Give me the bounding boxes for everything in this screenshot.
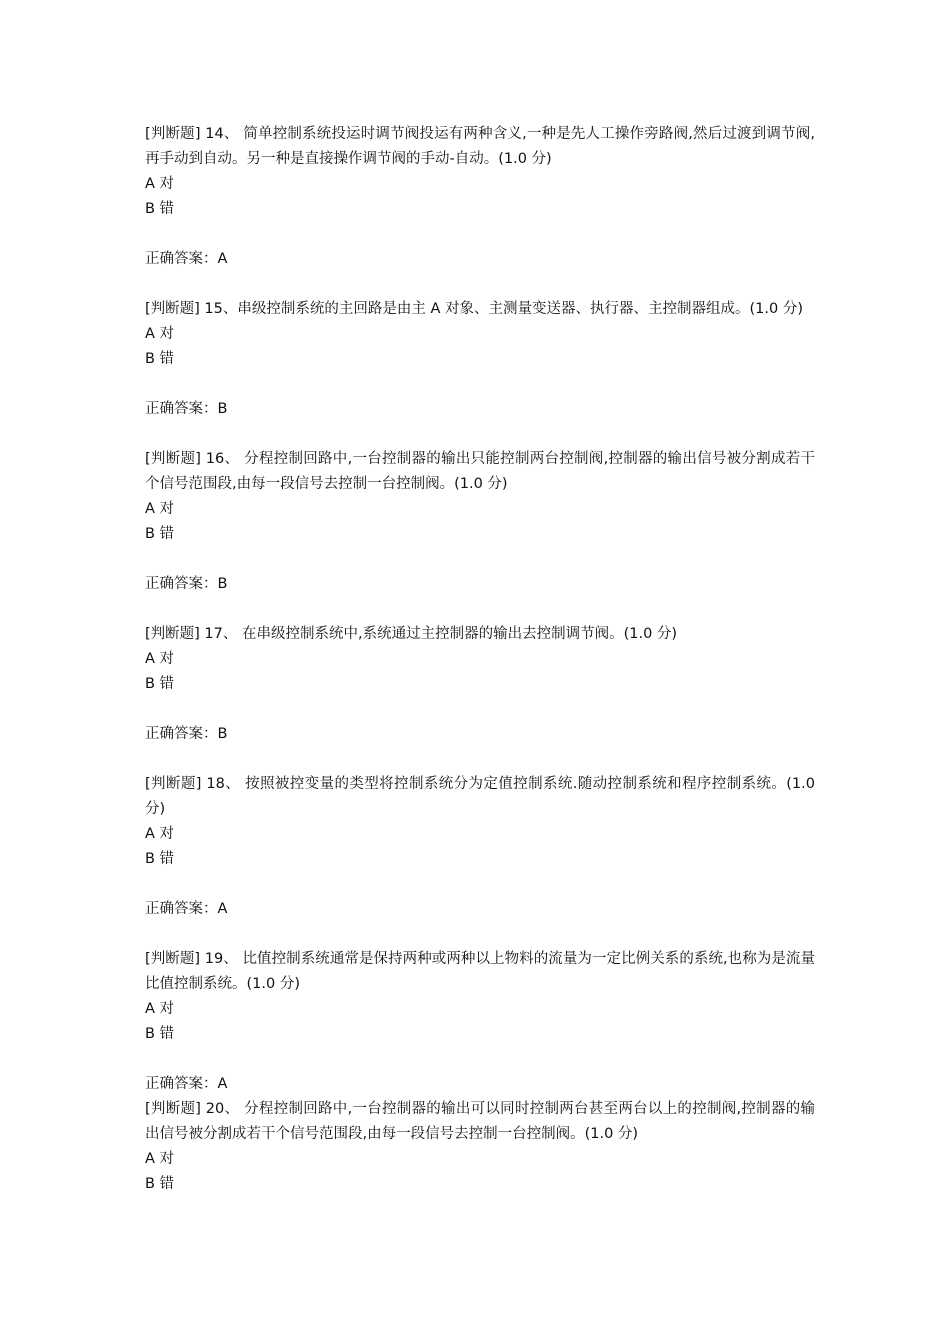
option-a: A 对 [145, 651, 175, 667]
option-b: B 错 [145, 851, 175, 867]
question-text: [判断题] 15、串级控制系统的主回路是由主 A 对象、主测量变送器、执行器、主控制器组成。(1.0 分) [145, 301, 803, 317]
option-b: B 错 [145, 526, 175, 542]
question-18 [145, 772, 815, 947]
question-text: [判断题] 18、 按照被控变量的类型将控制系统分为定值控制系统.随动控制系统和程序控制系统。(1.0 分) [145, 776, 815, 817]
question-15 [145, 297, 815, 447]
option-a: A 对 [145, 826, 175, 842]
correct-answer: 正确答案：A [145, 901, 228, 917]
question-16 [145, 447, 815, 622]
correct-answer: 正确答案：B [145, 401, 228, 417]
question-text: [判断题] 17、 在串级控制系统中,系统通过主控制器的输出去控制调节阀。(1.0 分) [145, 626, 678, 642]
option-b: B 错 [145, 201, 175, 217]
question-text: [判断题] 16、 分程控制回路中,一台控制器的输出只能控制两台控制阀,控制器的输出信号被分割成若干个信号范围段,由每一段信号去控制一台控制阀。(1.0 分) [145, 451, 815, 492]
correct-answer: 正确答案：A [145, 1076, 228, 1092]
question-14 [145, 122, 815, 297]
option-a: A 对 [145, 501, 175, 517]
correct-answer: 正确答案：B [145, 576, 228, 592]
correct-answer: 正确答案：B [145, 726, 228, 742]
option-a: A 对 [145, 1151, 175, 1167]
option-a: A 对 [145, 326, 175, 342]
document-page [145, 122, 815, 1197]
question-text: [判断题] 20、 分程控制回路中,一台控制器的输出可以同时控制两台甚至两台以上的控制阀,控制器的输出信号被分割成若干个信号范围段,由每一段信号去控制一台控制阀。(1.0 分) [145, 1101, 815, 1142]
correct-answer: 正确答案：A [145, 251, 228, 267]
question-20 [145, 1097, 815, 1197]
option-a: A 对 [145, 176, 175, 192]
option-b: B 错 [145, 351, 175, 367]
option-b: B 错 [145, 1026, 175, 1042]
option-b: B 错 [145, 1176, 175, 1192]
option-b: B 错 [145, 676, 175, 692]
option-a: A 对 [145, 1001, 175, 1017]
question-19 [145, 947, 815, 1097]
question-text: [判断题] 19、 比值控制系统通常是保持两种或两种以上物料的流量为一定比例关系的系统,也称为是流量比值控制系统。(1.0 分) [145, 951, 815, 992]
question-17 [145, 622, 815, 772]
question-text: [判断题] 14、 简单控制系统投运时调节阀投运有两种含义,一种是先人工操作旁路阀,然后过渡到调节阀,再手动到自动。另一种是直接操作调节阀的手动-自动。(1.0 分) [145, 126, 815, 167]
